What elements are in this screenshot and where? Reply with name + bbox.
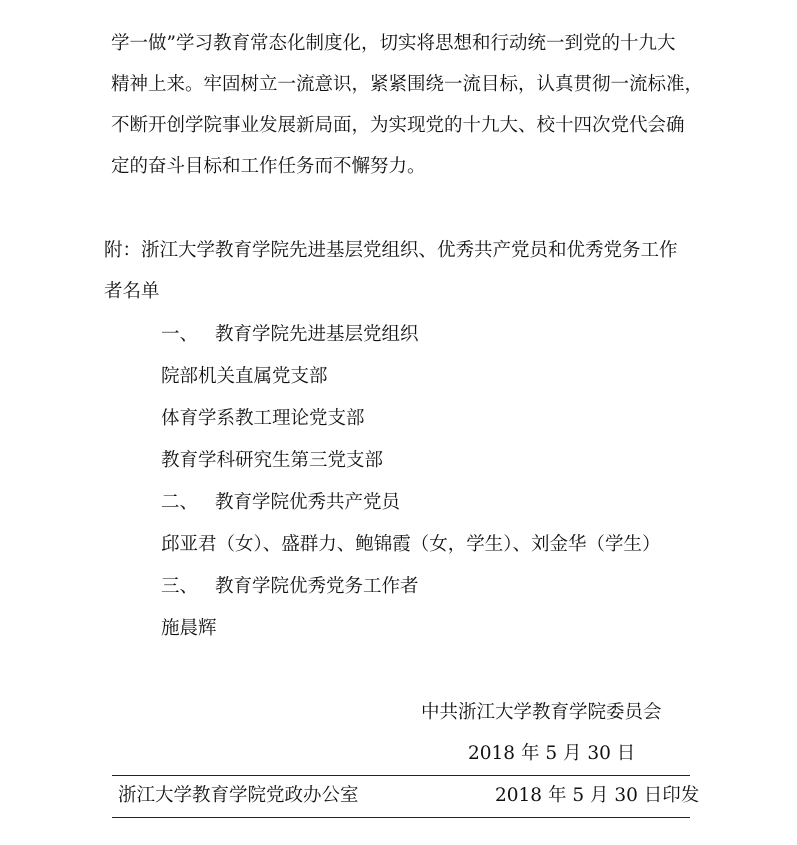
- list-item: 邱亚君（女）、盛群力、鲍锦霞（女，学生）、刘金华（学生）: [161, 534, 661, 555]
- section-heading: 教育学院优秀党务工作者: [215, 576, 419, 597]
- footer-print-date: 2018 年 5 月 30 日印发: [495, 785, 700, 806]
- list-item: 院部机关直属党支部: [161, 366, 328, 387]
- section-heading: 教育学院优秀共产党员: [215, 492, 401, 513]
- signature-organization: 中共浙江大学教育学院委员会: [421, 702, 662, 723]
- section-heading: 教育学院先进基层党组织: [215, 324, 419, 345]
- attachment-title: 者名单: [104, 281, 160, 302]
- body-line: 精神上来。牢固树立一流意识，紧紧围绕一流目标，认真贯彻一流标准，: [111, 74, 704, 95]
- footer-bottom-rule: [112, 817, 690, 818]
- body-line: 定的奋斗目标和工作任务而不懈努力。: [111, 156, 426, 177]
- list-item: 教育学科研究生第三党支部: [161, 450, 384, 471]
- list-item: 体育学系教工理论党支部: [161, 408, 365, 429]
- body-line: 不断开创学院事业发展新局面，为实现党的十九大、校十四次党代会确: [111, 115, 685, 136]
- attachment-title: 附：浙江大学教育学院先进基层党组织、优秀共产党员和优秀党务工作: [104, 240, 678, 261]
- section-number: 一、: [161, 324, 199, 345]
- footer-office: 浙江大学教育学院党政办公室: [118, 785, 359, 806]
- body-line: 学一做”学习教育常态化制度化，切实将思想和行动统一到党的十九大: [111, 33, 676, 54]
- section-number: 三、: [161, 576, 199, 597]
- section-number: 二、: [161, 492, 199, 513]
- signature-date: 2018 年 5 月 30 日: [468, 743, 636, 764]
- footer-top-rule: [112, 775, 690, 776]
- list-item: 施晨辉: [161, 618, 217, 639]
